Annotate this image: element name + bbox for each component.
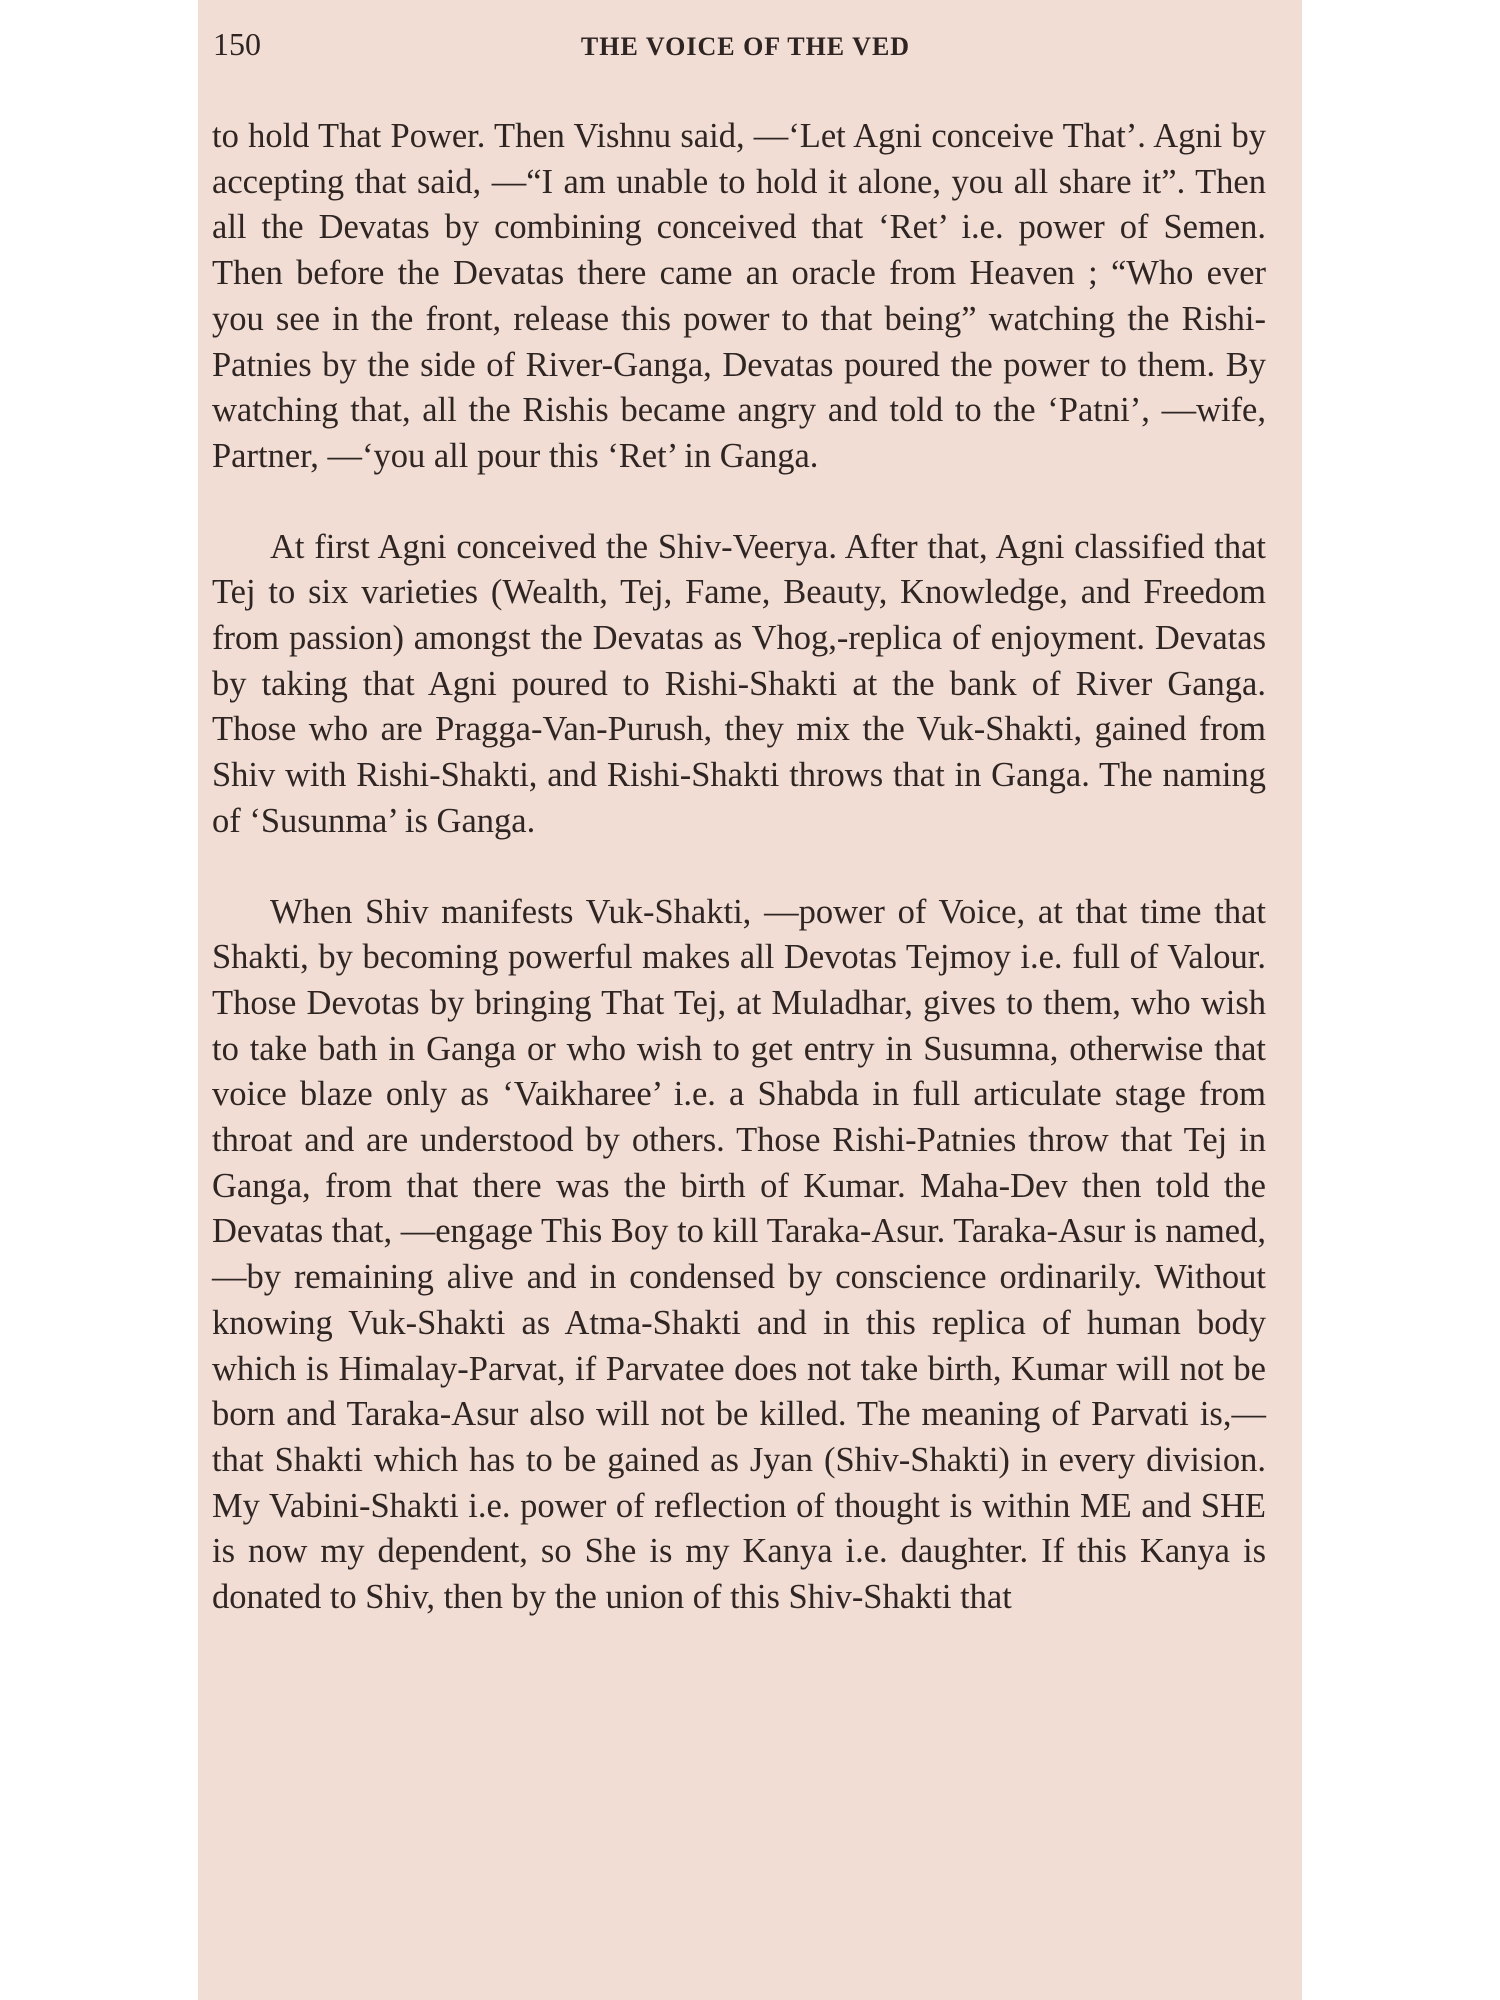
page-header — [213, 26, 1278, 66]
page-number: 150 — [213, 26, 261, 62]
paragraph-3: When Shiv manifests Vuk-Shakti, —power of Voice, at that time that Shakti, by becoming powerful makes all Devotas Tejmoy i.e. full of Valour. Those Devotas by bringing That Tej, at Muladhar, gives to them, who wish to take bath in Ganga or who wish to get entry in Susumna, otherwise that voice blaze only as ‘Vaikharee’ i.e. a Shabda in full articulate stage from throat and are understood by others. Those Rishi-Patnies throw that Tej in Ganga, from that there was the birth of Kumar. Maha-Dev then told the Devatas that, —engage This Boy to kill Taraka-Asur. Taraka-Asur is named, —by remaining alive and in condensed by conscience ordinarily. Without knowing Vuk-Shakti as Atma-Shakti and in this replica of human body which is Himalay-Parvat, if Parvatee does not take birth, Kumar will not be born and Taraka-Asur also will not be killed. The meaning of Parvati is,—that Shakti which has to be gained as Jyan (Shiv-Shakti) in every division. My Vabini-Shakti i.e. power of reflection of thought is within ME and SHE is now my dependent, so She is my Kanya i.e. daughter. If this Kanya is donated to Shiv, then by the union of this Shiv-Shakti that — [212, 892, 1266, 1617]
body-text — [212, 114, 1266, 1621]
paragraph-2: At first Agni conceived the Shiv-Veerya. After that, Agni classified that Tej to six varieties (Wealth, Tej, Fame, Beauty, Knowledge, and Freedom from passion) amongst the Devatas as Vhog,-replica of enjoyment. Devatas by taking that Agni poured to Rishi-Shakti at the bank of River Ganga. Those who are Pragga-Van-Purush, they mix the Vuk-Shakti, gained from Shiv with Rishi-Shakti, and Rishi-Shakti throws that in Ganga. The naming of ‘Susunma’ is Ganga. — [212, 527, 1266, 840]
running-title: THE VOICE OF THE VED — [580, 32, 911, 61]
book-page — [198, 0, 1302, 2000]
paragraph-1: to hold That Power. Then Vishnu said, —‘Let Agni conceive That’. Agni by accepting that said, —“I am unable to hold it alone, you all share it”. Then all the Devatas by combining conceived that ‘Ret’ i.e. power of Semen. Then before the Devatas there came an oracle from Heaven ; “Who ever you see in the front, release this power to that being” watching the Rishi-Patnies by the side of River-Ganga, Devatas poured the power to them. By watching that, all the Rishis became angry and told to the ‘Patni’, —wife, Partner, —‘you all pour this ‘Ret’ in Ganga. — [212, 117, 1266, 475]
